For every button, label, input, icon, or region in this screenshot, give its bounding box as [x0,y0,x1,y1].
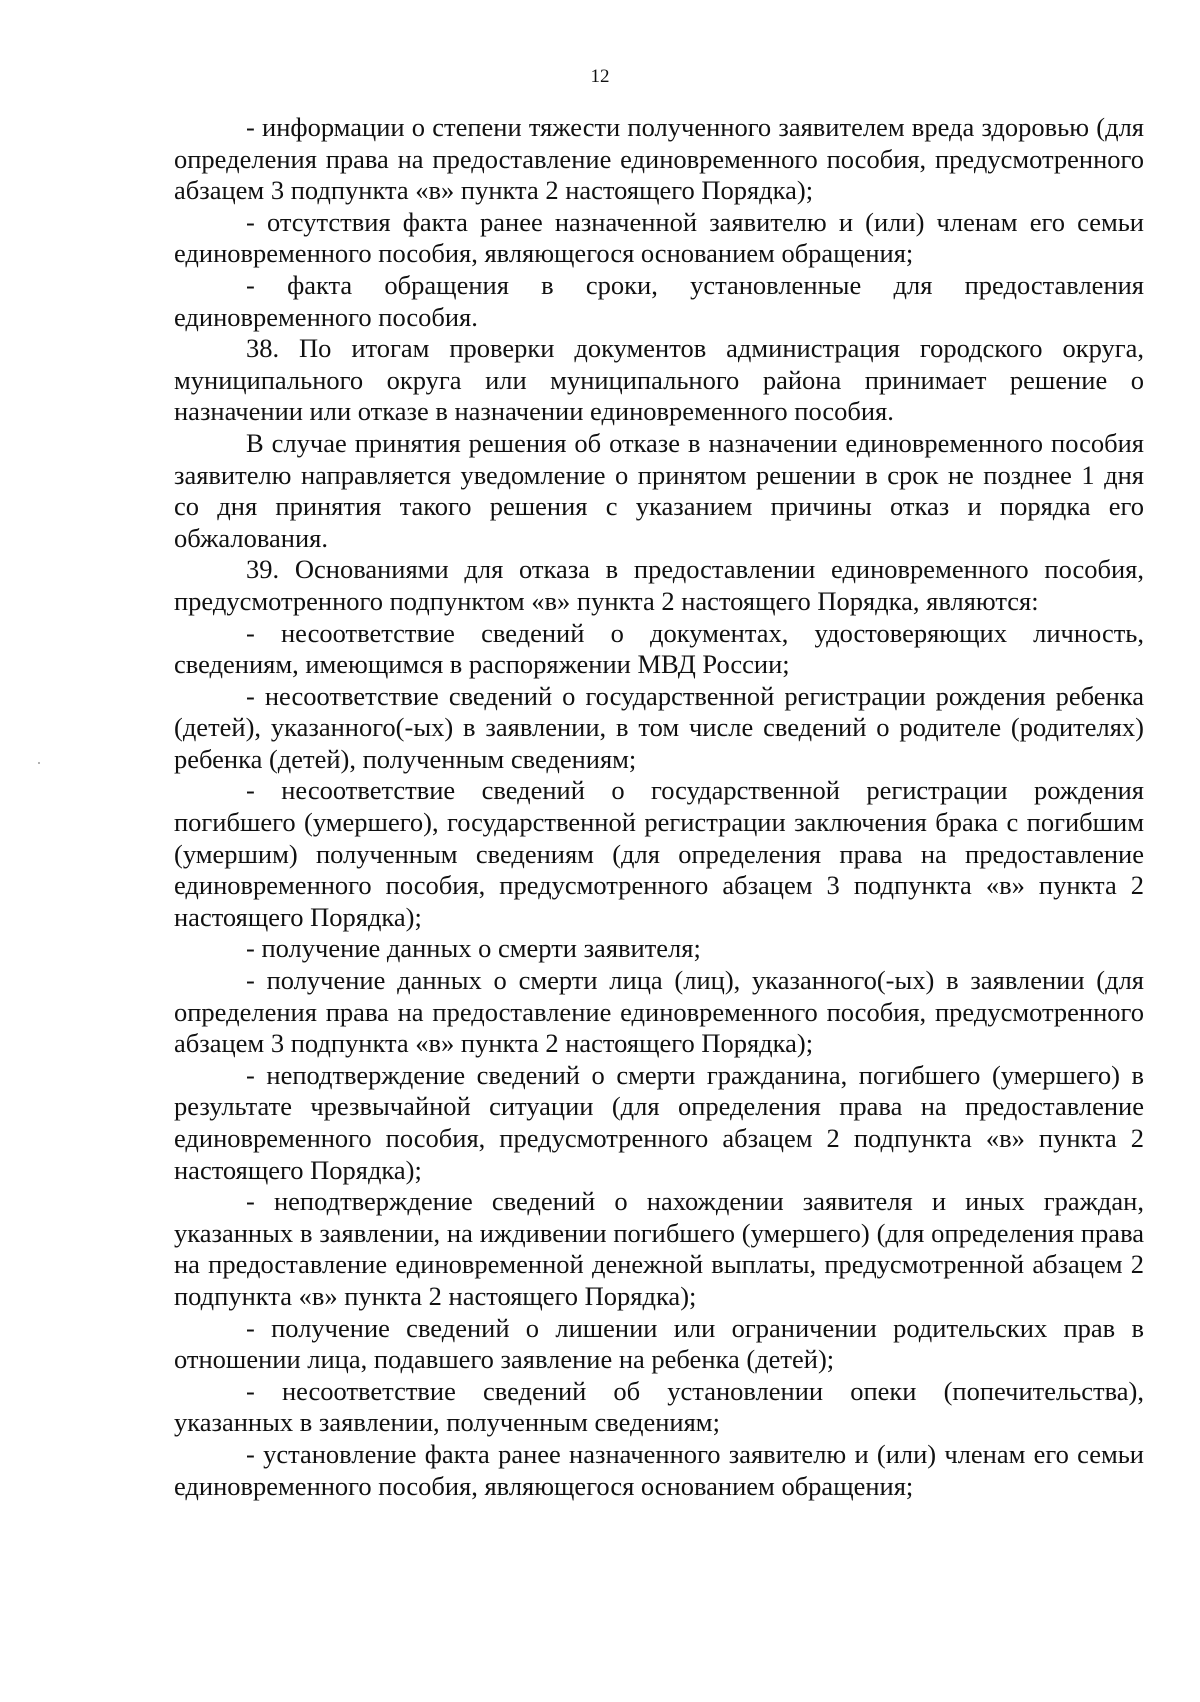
document-body [174,112,1144,1502]
paragraph: - несоответствие сведений о документах, удостоверяющих личность, сведениям, имеющимся в распоряжении МВД России; [174,617,1144,680]
paragraph: 38. По итогам проверки документов администрация городского округа, муниципального округа или муниципального района принимает решение о назначении или отказе в назначении единовременного пособия. [174,333,1144,427]
paragraph: - несоответствие сведений об установлении опеки (попечительства), указанных в заявлении, полученным сведениям; [174,1375,1144,1438]
paragraph: - отсутствия факта ранее назначенной заявителю и (или) членам его семьи единовременного пособия, являющегося основанием обращения; [174,206,1144,269]
paragraph: - несоответствие сведений о государственной регистрации рождения ребенка (детей), указанного(-ых) в заявлении, в том числе сведений о родителе (родителях) ребенка (детей), полученным сведениям; [174,680,1144,774]
scan-speck [38,762,40,764]
page-number: 12 [590,66,610,87]
paragraph: - неподтверждение сведений о смерти гражданина, погибшего (умершего) в результате чрезвычайной ситуации (для определения права на предоставление единовременного пособия, предусмотренного абзацем 2 подпункта «в» пункта 2 настоящего Порядка); [174,1059,1144,1185]
paragraph: - факта обращения в сроки, установленные для предоставления единовременного пособия. [174,269,1144,332]
paragraph: - получение данных о смерти лица (лиц), указанного(-ых) в заявлении (для определения права на предоставление единовременного пособия, предусмотренного абзацем 3 подпункта «в» пункта 2 настоящего Порядка); [174,965,1144,1059]
paragraph: 39. Основаниями для отказа в предоставлении единовременного пособия, предусмотренного подпунктом «в» пункта 2 настоящего Порядка, являются: [174,554,1144,616]
paragraph: В случае принятия решения об отказе в назначении единовременного пособия заявителю направляется уведомление о принятом решении в срок не позднее 1 дня со дня принятия такого решения с указанием причины отказ и порядка его обжалования. [174,427,1144,553]
paragraph: - информации о степени тяжести полученного заявителем вреда здоровью (для определения права на предоставление единовременного пособия, предусмотренного абзацем 3 подпункта «в» пункта 2 настоящего Порядка); [174,112,1144,206]
paragraph: - получение данных о смерти заявителя; [246,933,701,964]
paragraph: - установление факта ранее назначенного заявителю и (или) членам его семьи единовременного пособия, являющегося основанием обращения; [174,1438,1144,1501]
paragraph: - несоответствие сведений о государственной регистрации рождения погибшего (умершего), государственной регистрации заключения брака с погибшим (умершим) полученным сведениям (для определения права на предоставление единовременного пособия, предусмотренного абзацем 3 подпункта «в» пункта 2 настоящего Порядка); [174,775,1144,932]
paragraph: - получение сведений о лишении или ограничении родительских прав в отношении лица, подавшего заявление на ребенка (детей); [174,1312,1144,1375]
paragraph: - неподтверждение сведений о нахождении заявителя и иных граждан, указанных в заявлении, на иждивении погибшего (умершего) (для определения права на предоставление единовременной денежной выплаты, предусмотренной абзацем 2 подпункта «в» пункта 2 настоящего Порядка); [174,1186,1144,1311]
